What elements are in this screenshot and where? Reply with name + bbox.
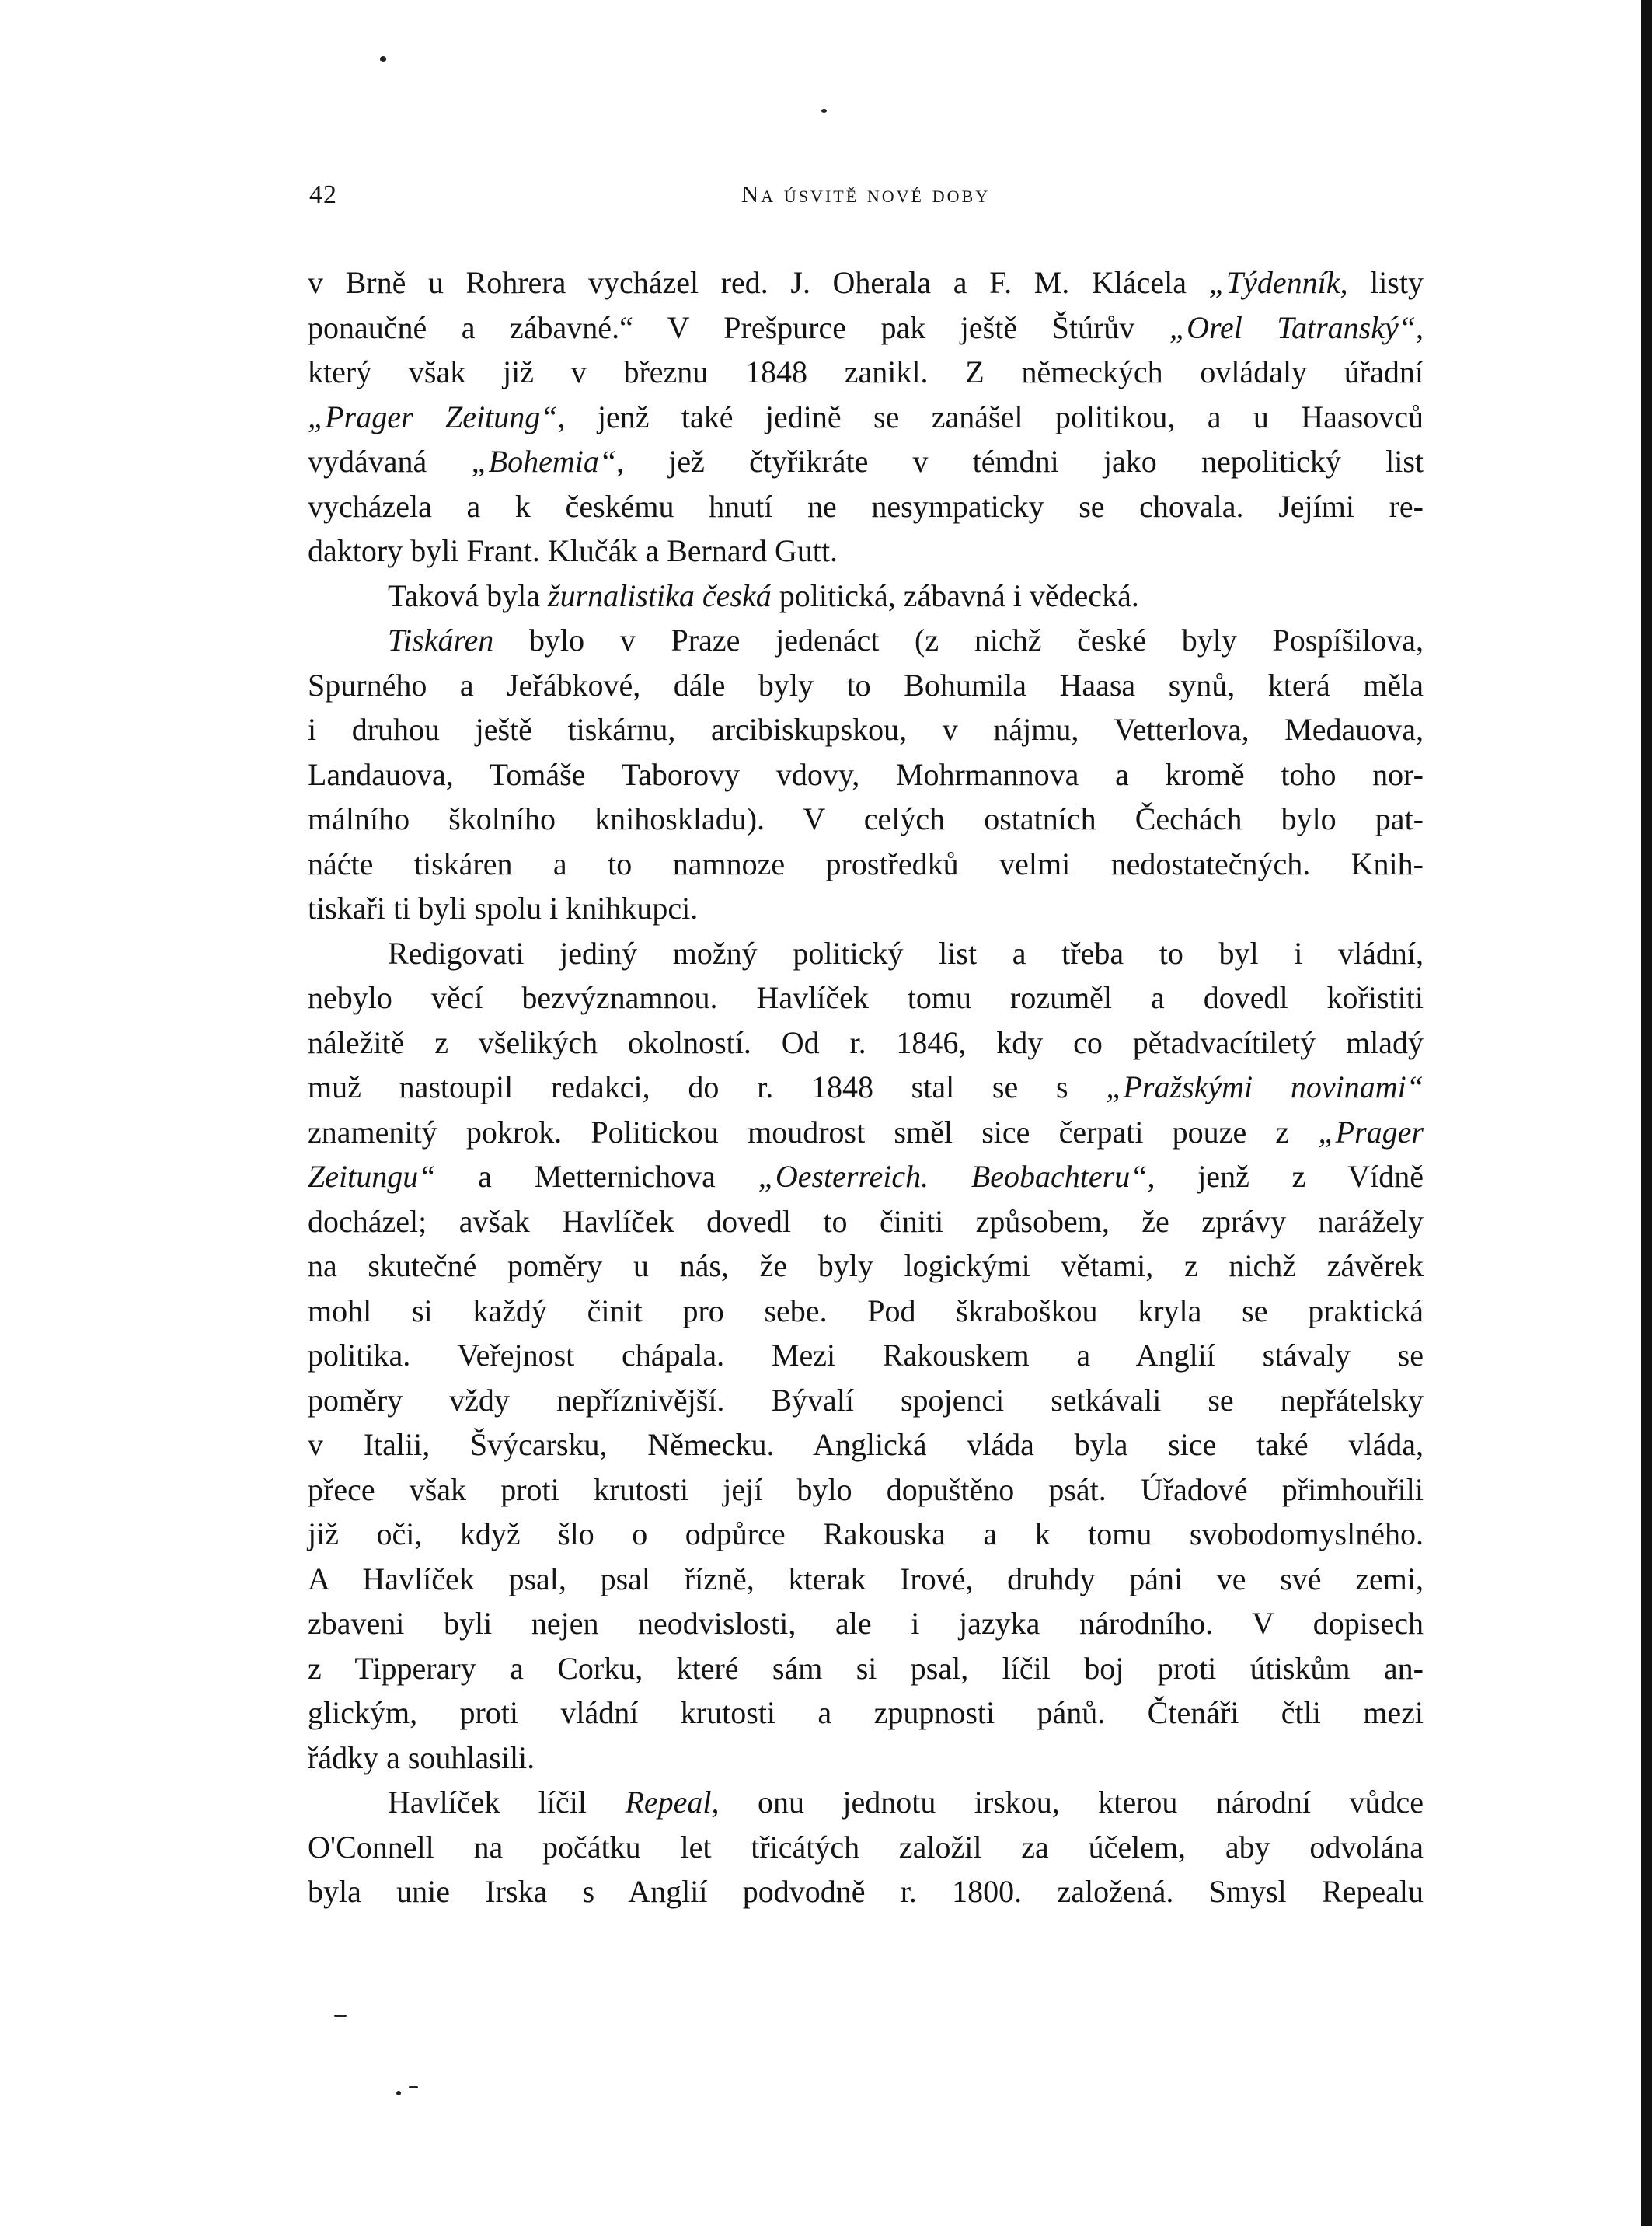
text-segment: onu jednotu irskou, kterou národní vůdce	[719, 1785, 1424, 1820]
text-segment: Taková byla	[388, 577, 549, 613]
text-line	[308, 395, 1424, 440]
text-line	[308, 574, 1424, 619]
text-segment: nebylo věcí bezvýznamnou. Havlíček tomu rozuměl a dovedl kořistiti	[308, 980, 1424, 1015]
text-line	[308, 1110, 1424, 1155]
text-segment: již oči, když šlo o odpůrce Rakouska a k tomu svobodomyslného.	[308, 1516, 1424, 1551]
text-line	[308, 305, 1424, 351]
text-segment: zbaveni byli nejen neodvislosti, ale i jazyka národního. V dopisech	[308, 1606, 1424, 1641]
page-number: 42	[309, 180, 337, 209]
running-title: Na úsvitě nové doby	[741, 180, 991, 208]
text-line	[308, 975, 1424, 1021]
text-line	[308, 439, 1424, 484]
text-segment: politika. Veřejnost chápala. Mezi Rakouskem a Anglií stávaly se	[308, 1338, 1424, 1373]
text-line	[308, 797, 1424, 842]
text-line	[308, 1199, 1424, 1244]
text-line	[308, 1021, 1424, 1066]
text-segment: docházel; avšak Havlíček dovedl to činiti způsobem, že zprávy narážely	[308, 1203, 1424, 1239]
italic-text: „Prager	[1318, 1114, 1424, 1150]
text-segment: Redigovati jediný možný politický list a třeba to byl i vládní,	[388, 935, 1424, 971]
text-segment: listy	[1347, 265, 1424, 300]
scan-right-edge	[1641, 0, 1652, 2226]
text-line	[308, 1601, 1424, 1646]
italic-text: „Bohemia“	[471, 444, 617, 479]
text-line	[308, 1512, 1424, 1557]
text-segment: vydávaná	[308, 444, 472, 479]
text-line	[308, 1557, 1424, 1602]
text-segment: mohl si každý činit pro sebe. Pod škraboškou kryla se praktická	[308, 1293, 1424, 1328]
text-line	[308, 752, 1424, 797]
text-line	[308, 1333, 1424, 1378]
text-segment: náležitě z všelikých okolností. Od r. 1846, kdy co pětadvacítiletý mladý	[308, 1024, 1424, 1060]
text-segment: bylo v Praze jedenáct (z nichž české byly Pospíšilova,	[493, 623, 1424, 658]
text-segment: přece však proti krutosti její bylo dopuštěno psát. Úřadové přimhouřili	[308, 1471, 1424, 1507]
text-line	[308, 707, 1424, 752]
text-segment: náćte tiskáren a to namnoze prostředků velmi nedostatečných. Knih-	[308, 846, 1424, 881]
text-segment: , jež čtyřikráte v témdni jako nepolitický list	[616, 444, 1424, 479]
italic-text: „Oesterreich. Beobachteru“	[758, 1159, 1148, 1194]
text-segment: i druhou ještě tiskárnu, arcibiskupskou, v nájmu, Vetterlova, Medauova,	[308, 712, 1424, 747]
text-line	[308, 1154, 1424, 1199]
text-line	[308, 886, 1424, 931]
text-line	[308, 484, 1424, 529]
text-segment: , jenž také jedině se zanášel politikou, a u Haasovců	[557, 399, 1424, 434]
scan-speck	[396, 2091, 401, 2095]
text-segment: Havlíček líčil	[388, 1785, 626, 1820]
text-line	[308, 1869, 1424, 1914]
text-segment: A Havlíček psal, psal řízně, kterak Irové, druhdy páni ve své zemi,	[308, 1561, 1424, 1596]
text-segment: Spurného a Jeřábkové, dále byly to Bohumila Haasa synů, která měla	[308, 667, 1424, 703]
text-segment: ,	[1416, 309, 1424, 345]
italic-text: „Týdenník,	[1208, 265, 1348, 300]
page-header	[309, 180, 1422, 219]
text-segment: tiskaři ti byli spolu i knihkupci.	[308, 891, 699, 926]
text-segment: znamenitý pokrok. Politickou moudrost směl sice čerpati pouze z	[308, 1114, 1319, 1150]
text-line	[308, 1825, 1424, 1870]
text-line	[308, 1289, 1424, 1334]
text-segment: v Italii, Švýcarsku, Německu. Anglická vláda byla sice také vláda,	[308, 1427, 1424, 1462]
text-segment: muž nastoupil redakci, do r. 1848 stal se s	[308, 1069, 1107, 1104]
text-segment: politická, zábavná i vědecká.	[771, 577, 1139, 613]
text-segment: ponaučné a zábavné.“ V Prešpurce pak ještě Štúrův	[308, 309, 1169, 345]
text-segment: z Tipperary a Corku, které sám si psal, líčil boj proti útiskům an-	[308, 1650, 1424, 1686]
scan-speck	[821, 109, 827, 113]
text-segment: v Brně u Rohrera vycházel red. J. Oherala a F. M. Klácela	[308, 265, 1209, 300]
text-line	[308, 1378, 1424, 1423]
text-line	[308, 1690, 1424, 1736]
scan-speck	[409, 2086, 418, 2088]
text-segment: na skutečné poměry u nás, že byly logickými větami, z nichž závěrek	[308, 1248, 1424, 1283]
text-segment: glickým, proti vládní krutosti a zpupnosti pánů. Čtenáři čtli mezi	[308, 1695, 1424, 1730]
text-line	[308, 1736, 1424, 1781]
text-segment: řádky a souhlasili.	[308, 1739, 535, 1775]
text-segment: , jenž z Vídně	[1147, 1159, 1424, 1194]
text-segment: málního školního knihoskladu). V celých ostatních Čechách bylo pat-	[308, 801, 1424, 836]
text-line	[308, 1065, 1424, 1110]
text-line	[308, 350, 1424, 395]
text-segment: který však již v březnu 1848 zanikl. Z německých ovládaly úřadní	[308, 354, 1424, 389]
text-segment: poměry vždy nepříznivější. Bývalí spojenci setkávali se nepřátelsky	[308, 1382, 1424, 1418]
text-line	[308, 663, 1424, 708]
text-line	[308, 1780, 1424, 1825]
text-line	[308, 529, 1424, 574]
text-line	[308, 1244, 1424, 1289]
italic-text: Repeal,	[625, 1785, 720, 1820]
text-segment: daktory byli Frant. Klučák a Bernard Gutt.	[308, 533, 838, 568]
text-segment: Landauova, Tomáše Taborovy vdovy, Mohrmannova a kromě toho nor-	[308, 756, 1424, 792]
text-segment: vycházela a k českému hnutí ne nesympaticky se chovala. Jejími re-	[308, 488, 1424, 524]
scan-speck	[334, 2015, 347, 2017]
text-line	[308, 931, 1424, 976]
text-line	[308, 1422, 1424, 1467]
text-line	[308, 1467, 1424, 1512]
text-segment: byla unie Irska s Anglií podvodně r. 1800. založená. Smysl Repealu	[308, 1874, 1424, 1909]
italic-text: žurnalistika česká	[548, 577, 772, 613]
text-line	[308, 842, 1424, 887]
body-text	[308, 260, 1424, 1914]
italic-text: Tiskáren	[388, 623, 494, 658]
italic-text: „Prager Zeitung“	[308, 399, 558, 434]
text-line	[308, 1646, 1424, 1691]
italic-text: „Orel Tatranský“	[1169, 309, 1417, 345]
scan-speck	[380, 56, 386, 62]
italic-text: Zeitungu“	[308, 1159, 436, 1194]
text-line	[308, 618, 1424, 663]
italic-text: „Pražskými novinami“	[1106, 1069, 1424, 1104]
text-segment: a Metternichova	[435, 1159, 758, 1194]
text-line	[308, 260, 1424, 305]
text-segment: O'Connell na počátku let třicátých založil za účelem, aby odvolána	[308, 1829, 1424, 1865]
